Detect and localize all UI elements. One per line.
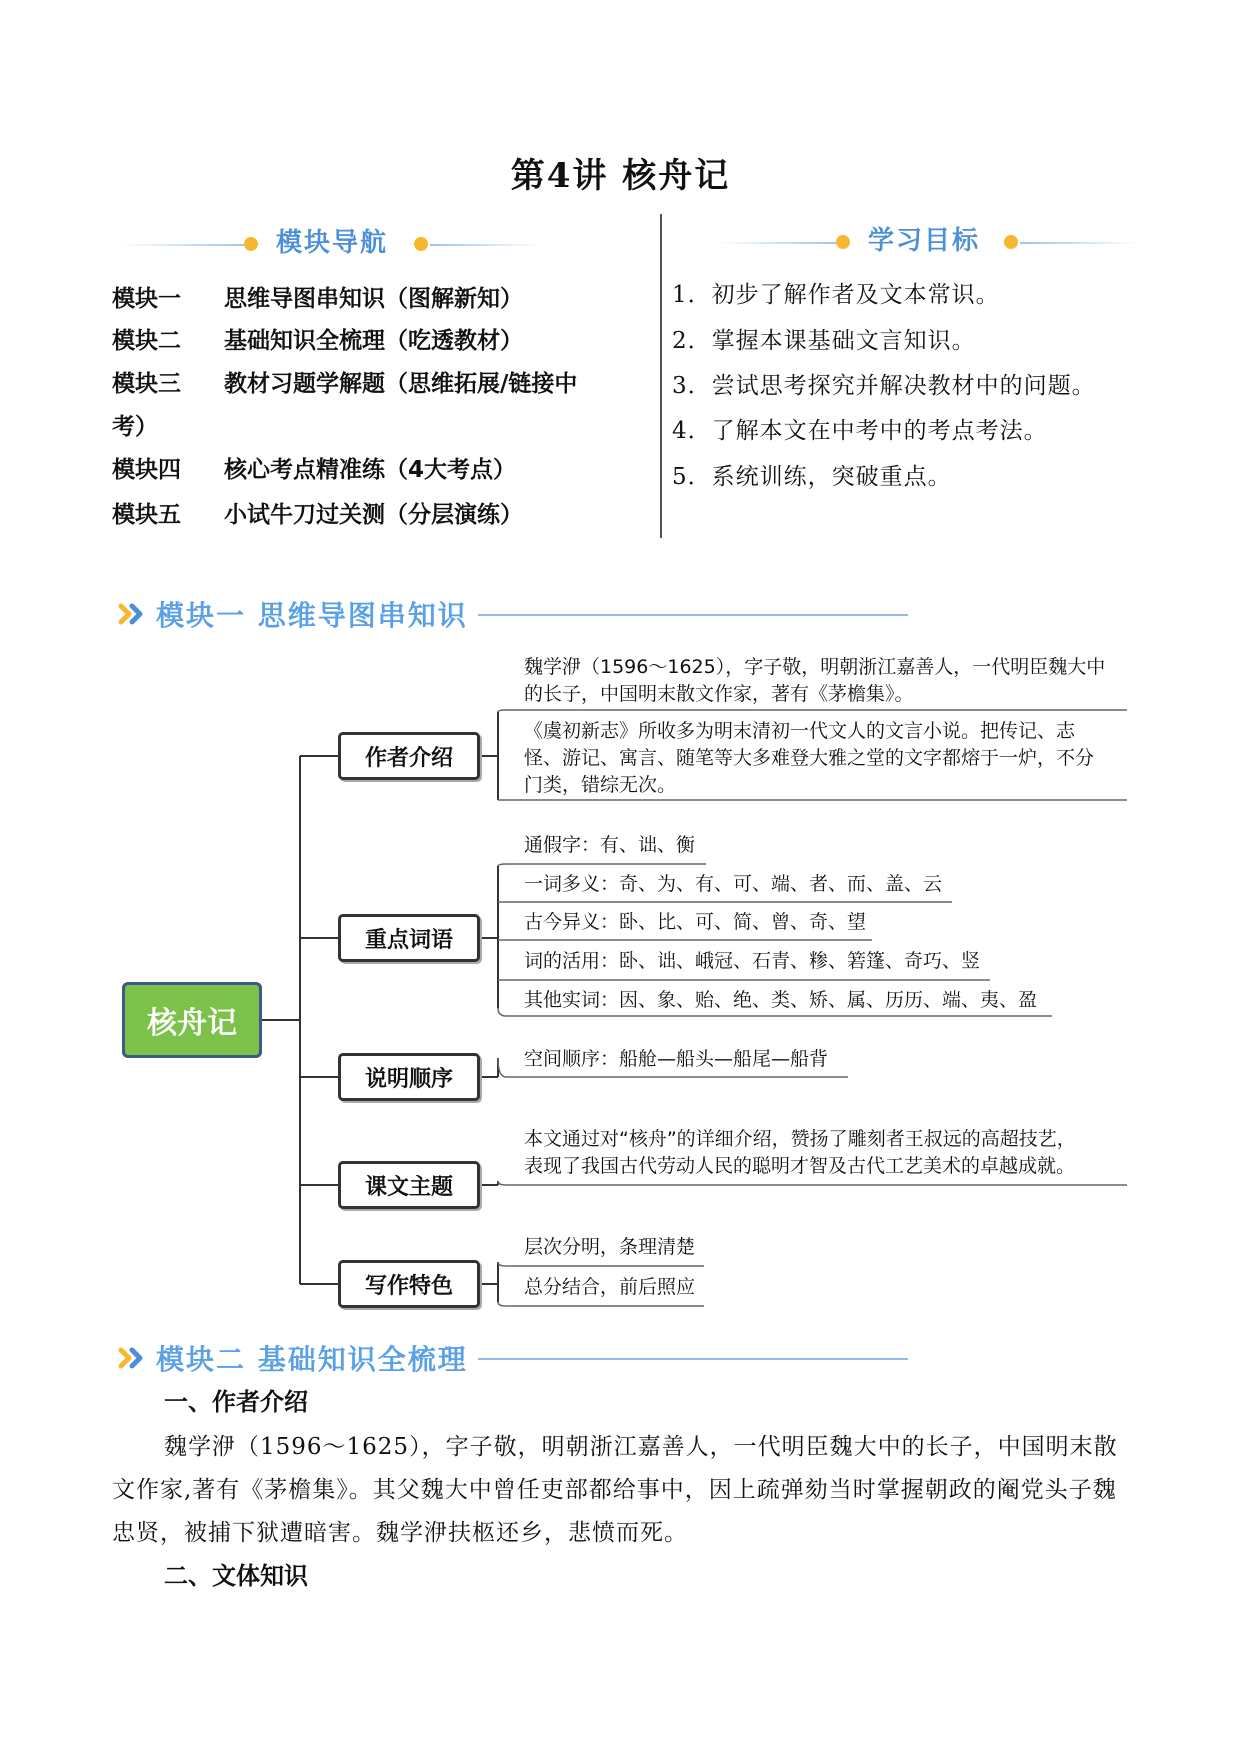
- branch-keywords: [338, 914, 480, 962]
- branch-label: 写作特色: [364, 1273, 453, 1299]
- goals-heading: 学习目标: [868, 226, 981, 256]
- nav-text: 基础知识全梳理（吃透教材）: [224, 328, 523, 354]
- leaf-keyword: 词的活用：卧、诎、峨冠、石青、糁、箬篷、奇巧、竖: [524, 950, 981, 972]
- leaf-line: 怪、游记、寓言、随笔等大多难登大雅之堂的文字都熔于一炉，不分: [524, 747, 1095, 769]
- leaf-author-2: [524, 718, 1094, 799]
- goal-item: 2．掌握本课基础文言知识。: [672, 328, 976, 354]
- leaf-keyword: 古今异义：卧、比、可、简、曾、奇、望: [524, 911, 867, 933]
- goal-item: 3．尝试思考探究并解决教材中的问题。: [672, 373, 1096, 399]
- document-title: 第4讲 核舟记: [510, 156, 731, 196]
- nav-text: 教材习题学解题（思维拓展/链接中: [224, 371, 578, 397]
- leaf-author-1: [524, 654, 1105, 708]
- author-paragraph: 魏学洢（1596～1625），字子敬，明朝浙江嘉善人，一代明臣魏大中的长子，中国明末散文作家,著有《茅檐集》。其父魏大中曾任吏部都给事中，因上疏弹劾当时掌握朝政的阉党头子魏忠贤，被捕下狱遭暗害。魏学洢扶柩还乡，悲愤而死。: [112, 1434, 1118, 1546]
- nav-key: 模块五: [112, 502, 181, 528]
- leaf-line: 表现了我国古代劳动人民的聪明才智及古代工艺美术的卓越成就。: [524, 1155, 1076, 1177]
- branch-features: [338, 1260, 480, 1308]
- leaf-line: 《虞初新志》所收多为明末清初一代文人的文言小说。把传记、志: [524, 720, 1076, 742]
- branch-label: 作者介绍: [364, 745, 453, 771]
- nav-text: 思维导图串知识（图解新知）: [224, 286, 523, 312]
- leaf-order: 空间顺序：船舱—船头—船尾—船背: [524, 1048, 829, 1070]
- nav-heading: 模块导航: [276, 228, 389, 258]
- leaf-theme: [524, 1126, 1076, 1180]
- nav-key: 模块四: [112, 457, 181, 483]
- nav-key: 模块二: [112, 328, 181, 354]
- goal-item: 1．初步了解作者及文本常识。: [672, 282, 1000, 308]
- leaf-keyword: 通假字：有、诎、衡: [524, 834, 696, 856]
- branch-theme: [338, 1161, 480, 1209]
- module2-rule: [478, 1358, 908, 1360]
- mind-map-root: [122, 982, 262, 1058]
- nav-key: 模块三: [112, 371, 181, 397]
- leaf-feature: 总分结合，前后照应: [524, 1276, 696, 1298]
- branch-label: 说明顺序: [364, 1066, 453, 1092]
- leaf-line: 魏学洢（1596～1625），字子敬，明朝浙江嘉善人，一代明臣魏大中: [524, 656, 1106, 678]
- leaf-keyword: 一词多义：奇、为、有、可、端、者、而、盖、云: [524, 873, 943, 895]
- goal-item: 5．系统训练，突破重点。: [672, 464, 952, 490]
- module2-title: 模块二 基础知识全梳理: [156, 1343, 468, 1376]
- module1-title: 模块一 思维导图串知识: [156, 599, 468, 632]
- nav-text: 考）: [112, 414, 158, 440]
- nav-text: 核心考点精准练（4大考点）: [224, 457, 517, 483]
- leaf-line: 门类，错综无次。: [524, 774, 677, 796]
- branch-label: 课文主题: [364, 1174, 453, 1200]
- branch-order: [338, 1053, 480, 1101]
- subheading-author: 一、作者介绍: [164, 1388, 308, 1416]
- nav-text: 小试牛刀过关测（分层演练）: [224, 502, 523, 528]
- branch-author: [338, 732, 480, 780]
- goal-item: 4．了解本文在中考中的考点考法。: [672, 418, 1048, 444]
- root-label: 核舟记: [147, 1006, 237, 1041]
- nav-key: 模块一: [112, 286, 181, 312]
- leaf-keyword: 其他实词：因、象、贻、绝、类、矫、属、历历、端、夷、盈: [524, 989, 1038, 1011]
- leaf-line: 本文通过对“核舟”的详细介绍，赞扬了雕刻者王叔远的高超技艺，: [524, 1128, 1076, 1150]
- subheading-genre: 二、文体知识: [164, 1562, 308, 1590]
- module2-header: [118, 1338, 908, 1378]
- double-chevron-icon: [118, 1346, 150, 1370]
- leaf-feature: 层次分明，条理清楚: [524, 1236, 696, 1258]
- branch-label: 重点词语: [364, 927, 453, 953]
- leaf-line: 的长子，中国明末散文作家，著有《茅檐集》。: [524, 683, 914, 705]
